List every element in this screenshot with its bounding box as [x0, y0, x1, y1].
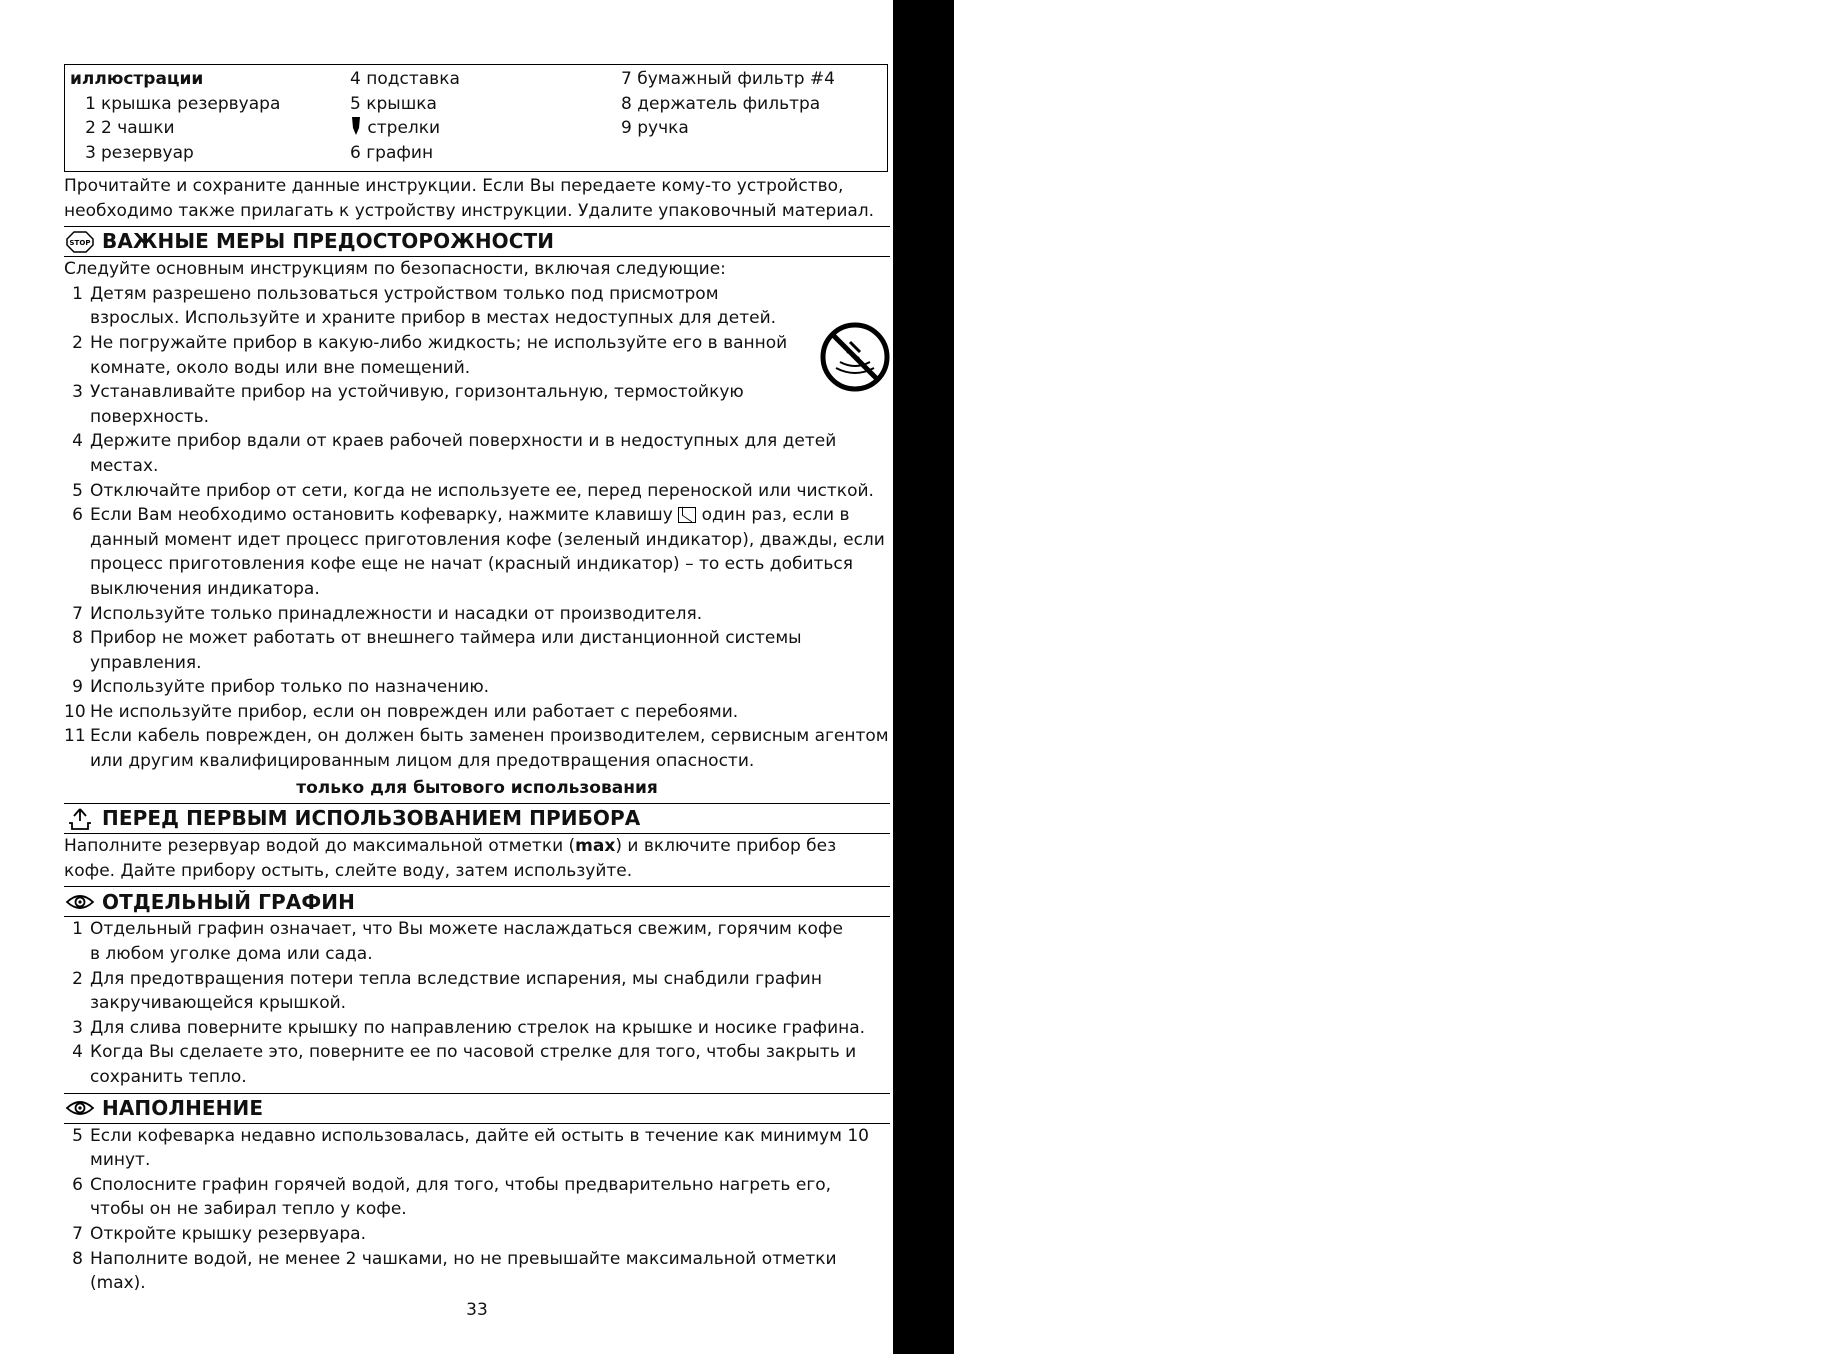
legend-item: 1 крышка резервуара — [85, 93, 281, 114]
list-item: 7 Откройте крышку резервуара. — [72, 1223, 366, 1244]
list-item: 3 Для слива поверните крышку по направлению стрелок на крышке и носике графина. — [72, 1017, 866, 1038]
illustrations-legend — [64, 64, 888, 172]
household-use-note: только для бытового использования — [296, 777, 658, 798]
eye-icon — [64, 1097, 96, 1119]
list-item: 1 Отдельный графин означает, что Вы можете наслаждаться свежим, горячим кофе в любом уголке дома или сада. — [72, 919, 843, 965]
section-heading-first-use — [64, 803, 890, 834]
list-item: 8 Наполните водой, не менее 2 чашками, но не превышайте максимальной отметки (max). — [72, 1248, 837, 1294]
legend-item: 5 крышка — [350, 93, 437, 114]
section-title: ВАЖНЫЕ МЕРЫ ПРЕДОСТОРОЖНОСТИ — [102, 229, 555, 254]
section-heading-carafe — [64, 886, 890, 917]
legend-item: стрелки — [350, 116, 460, 141]
legend-heading: иллюстрации — [70, 69, 204, 89]
hand-up-arrow-icon — [64, 808, 96, 830]
section-title: ПЕРЕД ПЕРВЫМ ИСПОЛЬЗОВАНИЕМ ПРИБОРА — [102, 806, 641, 831]
list-item: 2 Для предотвращения потери тепла вследствие испарения, мы снабдили графин закручивающейся крышкой. — [72, 968, 822, 1014]
first-use-paragraph: Наполните резервуар водой до максимальной отметки (max) и включите прибор без кофе. Дайте прибору остыть, слейте воду, затем используйте. — [64, 836, 837, 881]
legend-item: 9 ручка — [621, 118, 689, 138]
intro-paragraph: Прочитайте и сохраните данные инструкции. Если Вы передаете кому-то устройство, необходимо также прилагать к устройству инструкции. Удалите упаковочный материал. — [64, 176, 875, 221]
legend-item: 4 подставка — [350, 69, 460, 89]
list-item: 6 Сполосните графин горячей водой, для того, чтобы предварительно нагреть его, чтобы он не забирал тепло у кофе. — [72, 1174, 832, 1220]
list-item: 1 Детям разрешено пользоваться устройством только под присмотром взрослых. Используйте и храните прибор в местах недоступных для детей. — [72, 283, 777, 329]
legend-item: 6 графин — [350, 142, 434, 163]
safety-lead: Следуйте основным инструкциям по безопасности, включая следующие: — [64, 259, 726, 280]
legend-item: 7 бумажный фильтр #4 — [621, 69, 835, 89]
list-item: 3 Устанавливайте прибор на устойчивую, горизонтальную, термостойкую поверхность. — [72, 382, 744, 427]
legend-column-3 — [621, 67, 835, 141]
section-heading-safety — [64, 226, 890, 257]
list-item: 8 Прибор не может работать от внешнего таймера или дистанционной системы управления. — [72, 628, 802, 673]
list-item: 11 Если кабель поврежден, он должен быть заменен производителем, сервисным агентом или другим квалифицированным лицом для предотвращения опасности. — [64, 726, 889, 772]
carafe-list — [64, 917, 890, 1089]
list-item: 5 Если кофеварка недавно использовалась, дайте ей остыть в течение как минимум 10 минут. — [72, 1125, 869, 1171]
eye-icon — [64, 891, 96, 913]
list-item: 6 Если Вам необходимо остановить кофеварку, нажмите клавишу один раз, если в данный момент идет процесс приготовления кофе (зеленый индикатор), дважды, если процесс приготовления кофе еще не начат (красный индикатор) – то есть добиться выключения индикатора. — [72, 505, 885, 599]
list-item: 5 Отключайте прибор от сети, когда не используете ее, перед переноской или чисткой. — [72, 480, 874, 501]
filling-list — [64, 1124, 890, 1296]
list-item: 2 Не погружайте прибор в какую-либо жидкость; не используйте его в ванной комнате, около воды или вне помещений. — [72, 332, 788, 378]
main-content — [64, 174, 890, 1296]
legend-column-2 — [350, 67, 460, 165]
legend-item: 8 держатель фильтра — [621, 93, 821, 114]
list-item: 10 Не используйте прибор, если он поврежден или работает с перебоями. — [64, 701, 739, 722]
section-heading-filling — [64, 1093, 890, 1124]
stop-key-icon — [678, 507, 696, 523]
list-item: 7 Используйте только принадлежности и насадки от производителя. — [72, 603, 703, 624]
svg-text:STOP: STOP — [69, 238, 91, 247]
section-title: ОТДЕЛЬНЫЙ ГРАФИН — [102, 889, 355, 914]
list-item: 4 Держите прибор вдали от краев рабочей поверхности и в недоступных для детей местах. — [72, 431, 837, 476]
legend-column-1 — [70, 67, 280, 165]
safety-list — [64, 282, 890, 774]
legend-item: 2 2 чашки — [85, 118, 175, 138]
list-item: 9 Используйте прибор только по назначению. — [72, 677, 490, 698]
legend-item: 3 резервуар — [85, 142, 194, 163]
stop-icon — [64, 231, 96, 253]
list-item: 4 Когда Вы сделаете это, поверните ее по часовой стрелке для того, чтобы закрыть и сохранить тепло. — [72, 1042, 857, 1087]
arrow-down-icon — [350, 117, 362, 135]
side-language-tab — [893, 0, 1835, 1354]
side-tab-label: инструкции (Русский) — [1797, 60, 1835, 440]
page-number: 33 — [466, 1300, 488, 1320]
section-title: НАПОЛНЕНИЕ — [102, 1095, 264, 1120]
